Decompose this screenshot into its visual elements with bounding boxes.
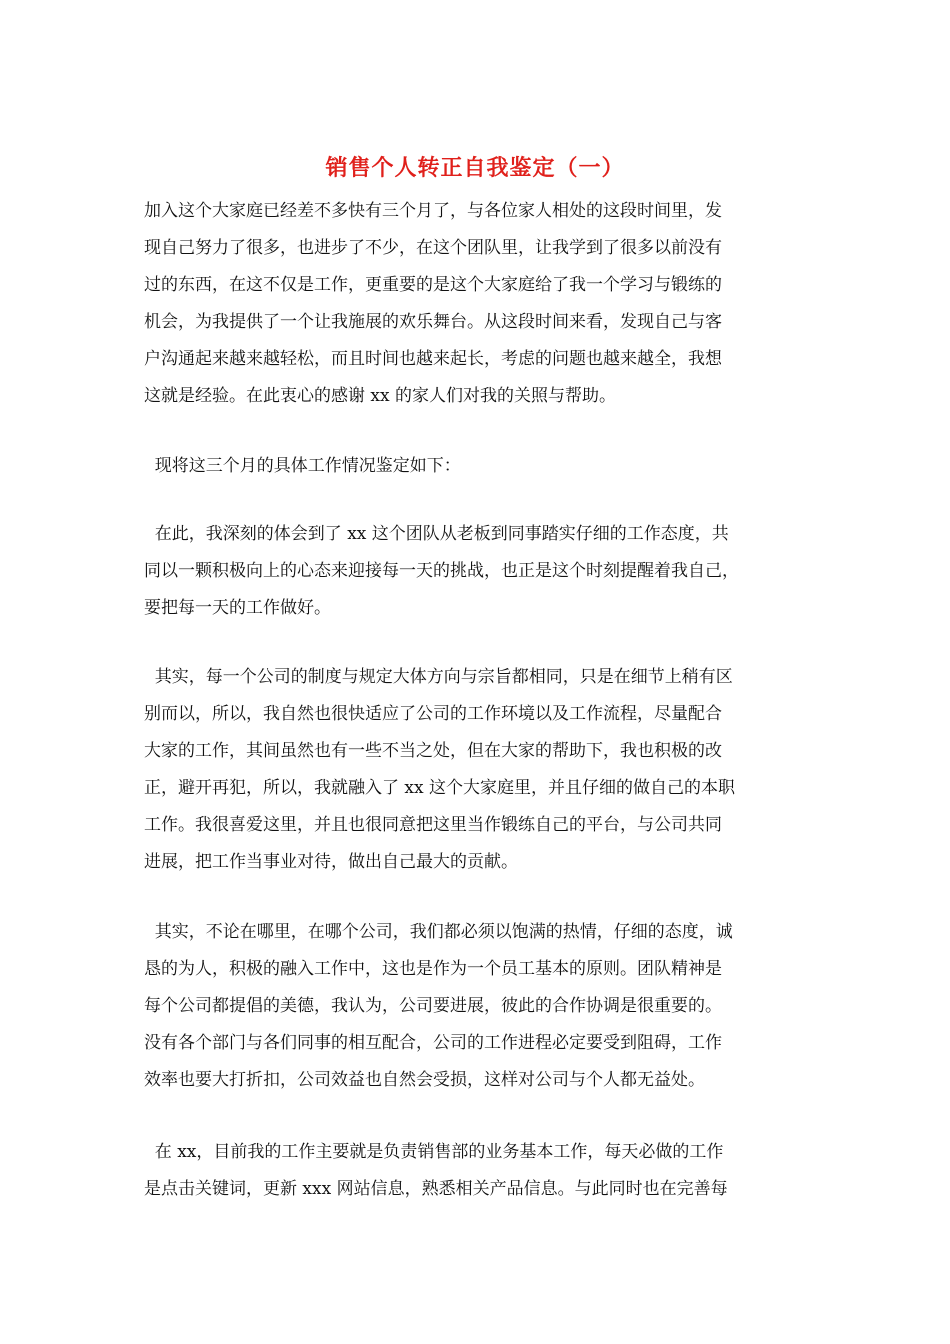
paragraph-6 [144,1134,816,1208]
document-title: 销售个人转正自我鉴定（一） [325,155,625,181]
paragraph-3 [144,516,816,627]
paragraph-line: 没有各个部门与各们同事的相互配合，公司的工作进程必定要受到阻碍，工作 [144,1033,722,1053]
paragraph-line: 大家的工作，其间虽然也有一些不当之处，但在大家的帮助下，我也积极的改 [144,741,722,761]
paragraph-line: 工作。我很喜爱这里，并且也很同意把这里当作锻练自己的平台，与公司共同 [144,815,722,835]
paragraph-line: 现自己努力了很多，也进步了不少，在这个团队里，让我学到了很多以前没有 [144,238,722,258]
paragraph-line: 加入这个大家庭已经差不多快有三个月了，与各位家人相处的这段时间里，发 [144,201,722,221]
paragraph-line: 每个公司都提倡的美德，我认为，公司要进展，彼此的合作协调是很重要的。 [144,996,722,1016]
paragraph-line: 恳的为人，积极的融入工作中，这也是作为一个员工基本的原则。团队精神是 [144,959,722,979]
paragraph-line: 机会，为我提供了一个让我施展的欢乐舞台。从这段时间来看，发现自己与客 [144,312,722,332]
paragraph-2 [144,448,816,485]
paragraph-line: 过的东西，在这不仅是工作，更重要的是这个大家庭给了我一个学习与锻练的 [144,275,722,295]
paragraph-line: 其实，每一个公司的制度与规定大体方向与宗旨都相同，只是在细节上稍有区 [144,667,733,687]
paragraph-line: 是点击关键词，更新 xxx 网站信息，熟悉相关产品信息。与此同时也在完善每 [144,1179,728,1199]
paragraph-line: 在 xx，目前我的工作主要就是负责销售部的业务基本工作，每天必做的工作 [144,1142,724,1162]
paragraph-line: 现将这三个月的具体工作情况鉴定如下： [144,456,461,476]
paragraph-line: 进展，把工作当事业对待，做出自己最大的贡献。 [144,852,518,872]
paragraph-line: 效率也要大打折扣，公司效益也自然会受损，这样对公司与个人都无益处。 [144,1070,705,1090]
paragraph-line: 其实，不论在哪里，在哪个公司，我们都必须以饱满的热情，仔细的态度，诚 [144,922,733,942]
paragraph-line: 正，避开再犯，所以，我就融入了 xx 这个大家庭里，并且仔细的做自己的本职 [144,778,735,798]
paragraph-line: 别而以，所以，我自然也很快适应了公司的工作环境以及工作流程，尽量配合 [144,704,722,724]
paragraph-line: 同以一颗积极向上的心态来迎接每一天的挑战，也正是这个时刻提醒着我自己， [144,561,739,581]
paragraph-5 [144,914,816,1099]
paragraph-line: 要把每一天的工作做好。 [144,598,331,618]
paragraph-1 [144,193,816,415]
paragraph-line: 在此，我深刻的体会到了 xx 这个团队从老板到同事踏实仔细的工作态度，共 [144,524,729,544]
paragraph-line: 这就是经验。在此衷心的感谢 xx 的家人们对我的关照与帮助。 [144,386,616,406]
paragraph-line: 户沟通起来越来越轻松，而且时间也越来起长，考虑的问题也越来越全，我想 [144,349,722,369]
paragraph-4 [144,659,816,881]
